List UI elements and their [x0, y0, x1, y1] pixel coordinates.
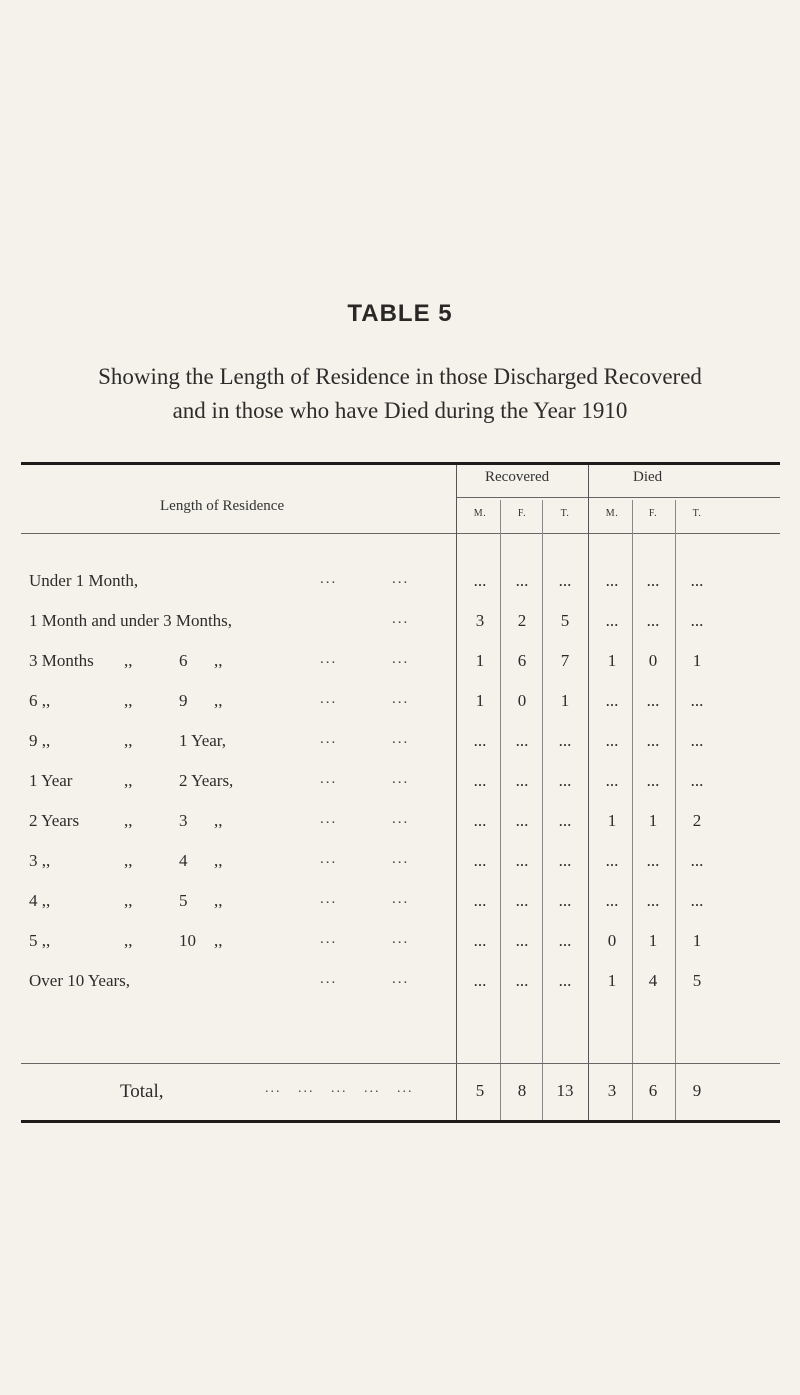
- row-leader-dots: ...: [392, 891, 410, 907]
- row-label-part: ,,: [214, 891, 223, 910]
- row-label-part: 10: [179, 931, 196, 950]
- row-label-part: ,,: [214, 811, 223, 830]
- cell-died-m: ...: [605, 611, 619, 630]
- bottom-rule: [21, 1120, 780, 1123]
- cell-died-t: ...: [690, 851, 704, 870]
- row-label-text: 1 Month and under 3 Months,: [29, 611, 233, 630]
- row-leader-dots: ...: [392, 851, 410, 867]
- subtitle-line-1: Showing the Length of Residence in those Discharged Recovered: [98, 364, 702, 389]
- row-label-part: 5 ,,: [29, 931, 51, 950]
- header-bottom-rule: [21, 533, 780, 534]
- total-leader-dots: ... ... ... ... ...: [265, 1081, 414, 1096]
- cell-died-f: ...: [646, 731, 660, 750]
- row-leader-dots: ...: [392, 731, 410, 747]
- cell-died-f: 4: [648, 971, 658, 990]
- cell-died-m: ...: [605, 891, 619, 910]
- total-died-m: 3: [607, 1081, 617, 1100]
- cell-rec-m: ...: [473, 971, 487, 990]
- cell-rec-f: 2: [517, 611, 527, 630]
- cell-rec-f: 0: [517, 691, 527, 710]
- row-label-part: 9 ,,: [29, 731, 51, 750]
- table-row: [0, 643, 800, 683]
- cell-rec-t: ...: [558, 811, 572, 830]
- cell-rec-m: 3: [475, 611, 485, 630]
- table-row: [0, 763, 800, 803]
- total-died-f: 6: [648, 1081, 658, 1100]
- cell-died-f: ...: [646, 891, 660, 910]
- header-recovered-m: M.: [473, 508, 487, 519]
- row-leader-dots: ...: [320, 971, 338, 987]
- row-leader-dots: ...: [320, 771, 338, 787]
- table-row: [0, 843, 800, 883]
- cell-rec-m: ...: [473, 931, 487, 950]
- cell-rec-t: 5: [560, 611, 570, 630]
- header-recovered: Recovered: [485, 469, 550, 485]
- cell-died-f: 0: [648, 651, 658, 670]
- table-row: [0, 603, 800, 643]
- row-label-part: ,,: [124, 851, 133, 870]
- row-leader-dots: ...: [392, 971, 410, 987]
- cell-died-m: ...: [605, 571, 619, 590]
- row-label-part: 1 Year: [29, 771, 73, 790]
- row-label-part: 3 ,,: [29, 851, 51, 870]
- cell-died-m: ...: [605, 771, 619, 790]
- total-label: Total,: [120, 1081, 164, 1102]
- cell-died-t: 2: [692, 811, 702, 830]
- header-group-underline: [456, 497, 780, 498]
- cell-died-m: 0: [607, 931, 617, 950]
- cell-rec-t: ...: [558, 851, 572, 870]
- total-died-t: 9: [692, 1081, 702, 1100]
- cell-rec-f: ...: [515, 931, 529, 950]
- row-label-part: 4: [179, 851, 188, 870]
- row-leader-dots: ...: [392, 651, 410, 667]
- cell-rec-t: ...: [558, 731, 572, 750]
- row-label-part: ,,: [124, 811, 133, 830]
- total-rec-f: 8: [517, 1081, 527, 1100]
- cell-died-m: 1: [607, 811, 617, 830]
- cell-died-f: ...: [646, 771, 660, 790]
- row-label-part: 6 ,,: [29, 691, 51, 710]
- cell-died-f: ...: [646, 571, 660, 590]
- row-leader-dots: ...: [320, 931, 338, 947]
- row-label-part: ,,: [124, 891, 133, 910]
- cell-rec-f: ...: [515, 571, 529, 590]
- cell-rec-t: 1: [560, 691, 570, 710]
- cell-died-f: ...: [646, 611, 660, 630]
- row-leader-dots: ...: [392, 611, 410, 627]
- header-died-f: F.: [648, 508, 658, 519]
- cell-rec-m: ...: [473, 811, 487, 830]
- cell-rec-m: ...: [473, 891, 487, 910]
- header-died-m: M.: [605, 508, 619, 519]
- cell-rec-f: ...: [515, 811, 529, 830]
- row-leader-dots: ...: [320, 851, 338, 867]
- cell-died-t: ...: [690, 571, 704, 590]
- cell-died-m: ...: [605, 851, 619, 870]
- cell-died-t: ...: [690, 691, 704, 710]
- cell-died-f: 1: [648, 811, 658, 830]
- row-leader-dots: ...: [392, 771, 410, 787]
- row-label-part: ,,: [124, 731, 133, 750]
- cell-died-t: ...: [690, 891, 704, 910]
- cell-rec-f: ...: [515, 851, 529, 870]
- table-row: [0, 803, 800, 843]
- row-label-part: 3: [179, 811, 188, 830]
- row-label-text: Over 10 Years,: [29, 971, 131, 990]
- row-label-part: ,,: [214, 651, 223, 670]
- row-label-part: ,,: [124, 651, 133, 670]
- cell-died-t: ...: [690, 771, 704, 790]
- cell-died-m: ...: [605, 731, 619, 750]
- header-recovered-f: F.: [517, 508, 527, 519]
- total-top-rule: [21, 1063, 780, 1064]
- cell-died-f: ...: [646, 691, 660, 710]
- table-title: TABLE 5: [347, 300, 453, 327]
- header-died: Died: [633, 469, 663, 485]
- cell-rec-m: ...: [473, 731, 487, 750]
- total-rec-m: 5: [475, 1081, 485, 1100]
- table-row: [0, 883, 800, 923]
- row-leader-dots: ...: [392, 691, 410, 707]
- cell-rec-f: ...: [515, 731, 529, 750]
- row-leader-dots: ...: [320, 731, 338, 747]
- row-label-part: ,,: [124, 691, 133, 710]
- row-leader-dots: ...: [392, 571, 410, 587]
- cell-rec-m: 1: [475, 651, 485, 670]
- cell-died-t: 1: [692, 651, 702, 670]
- cell-rec-f: ...: [515, 971, 529, 990]
- cell-rec-t: ...: [558, 971, 572, 990]
- cell-rec-m: ...: [473, 771, 487, 790]
- row-label-text: Under 1 Month,: [29, 571, 139, 590]
- row-label-part: ,,: [214, 691, 223, 710]
- cell-rec-m: ...: [473, 571, 487, 590]
- cell-rec-m: ...: [473, 851, 487, 870]
- table-row: [0, 963, 800, 1003]
- row-label-part: ,,: [124, 771, 133, 790]
- cell-rec-f: 6: [517, 651, 527, 670]
- cell-died-f: ...: [646, 851, 660, 870]
- table-row: [0, 923, 800, 963]
- total-row: [0, 1073, 800, 1113]
- table-subtitle: [0, 360, 800, 428]
- cell-died-f: 1: [648, 931, 658, 950]
- table-row: [0, 723, 800, 763]
- cell-rec-m: 1: [475, 691, 485, 710]
- total-rec-t: 13: [556, 1081, 574, 1100]
- cell-rec-t: ...: [558, 931, 572, 950]
- row-label-part: 1 Year,: [179, 731, 227, 750]
- cell-rec-t: 7: [560, 651, 570, 670]
- row-label-part: ,,: [214, 931, 223, 950]
- cell-died-m: 1: [607, 651, 617, 670]
- cell-died-t: ...: [690, 611, 704, 630]
- table-row: [0, 563, 800, 603]
- row-label-part: ,,: [214, 851, 223, 870]
- table-row: [0, 683, 800, 723]
- row-label-part: 9: [179, 691, 188, 710]
- row-leader-dots: ...: [320, 891, 338, 907]
- row-label-part: 2 Years: [29, 811, 80, 830]
- row-label-part: 2 Years,: [179, 771, 234, 790]
- row-label-part: ,,: [124, 931, 133, 950]
- cell-died-m: 1: [607, 971, 617, 990]
- cell-rec-f: ...: [515, 771, 529, 790]
- cell-rec-t: ...: [558, 571, 572, 590]
- cell-died-t: ...: [690, 731, 704, 750]
- row-leader-dots: ...: [320, 691, 338, 707]
- top-rule: [21, 462, 780, 465]
- cell-rec-t: ...: [558, 891, 572, 910]
- row-label-part: 3 Months: [29, 651, 94, 670]
- row-leader-dots: ...: [392, 811, 410, 827]
- header-length-of-residence: Length of Residence: [160, 498, 285, 514]
- cell-died-m: ...: [605, 691, 619, 710]
- row-label-part: 5: [179, 891, 188, 910]
- row-leader-dots: ...: [320, 811, 338, 827]
- row-leader-dots: ...: [392, 931, 410, 947]
- row-label-part: 6: [179, 651, 188, 670]
- subtitle-line-2: and in those who have Died during the Year 1910: [172, 398, 628, 423]
- cell-rec-f: ...: [515, 891, 529, 910]
- cell-died-t: 5: [692, 971, 702, 990]
- row-leader-dots: ...: [320, 571, 338, 587]
- cell-died-t: 1: [692, 931, 702, 950]
- header-died-t: T.: [692, 508, 702, 519]
- cell-rec-t: ...: [558, 771, 572, 790]
- header-recovered-t: T.: [560, 508, 570, 519]
- row-leader-dots: ...: [320, 651, 338, 667]
- row-label-part: 4 ,,: [29, 891, 51, 910]
